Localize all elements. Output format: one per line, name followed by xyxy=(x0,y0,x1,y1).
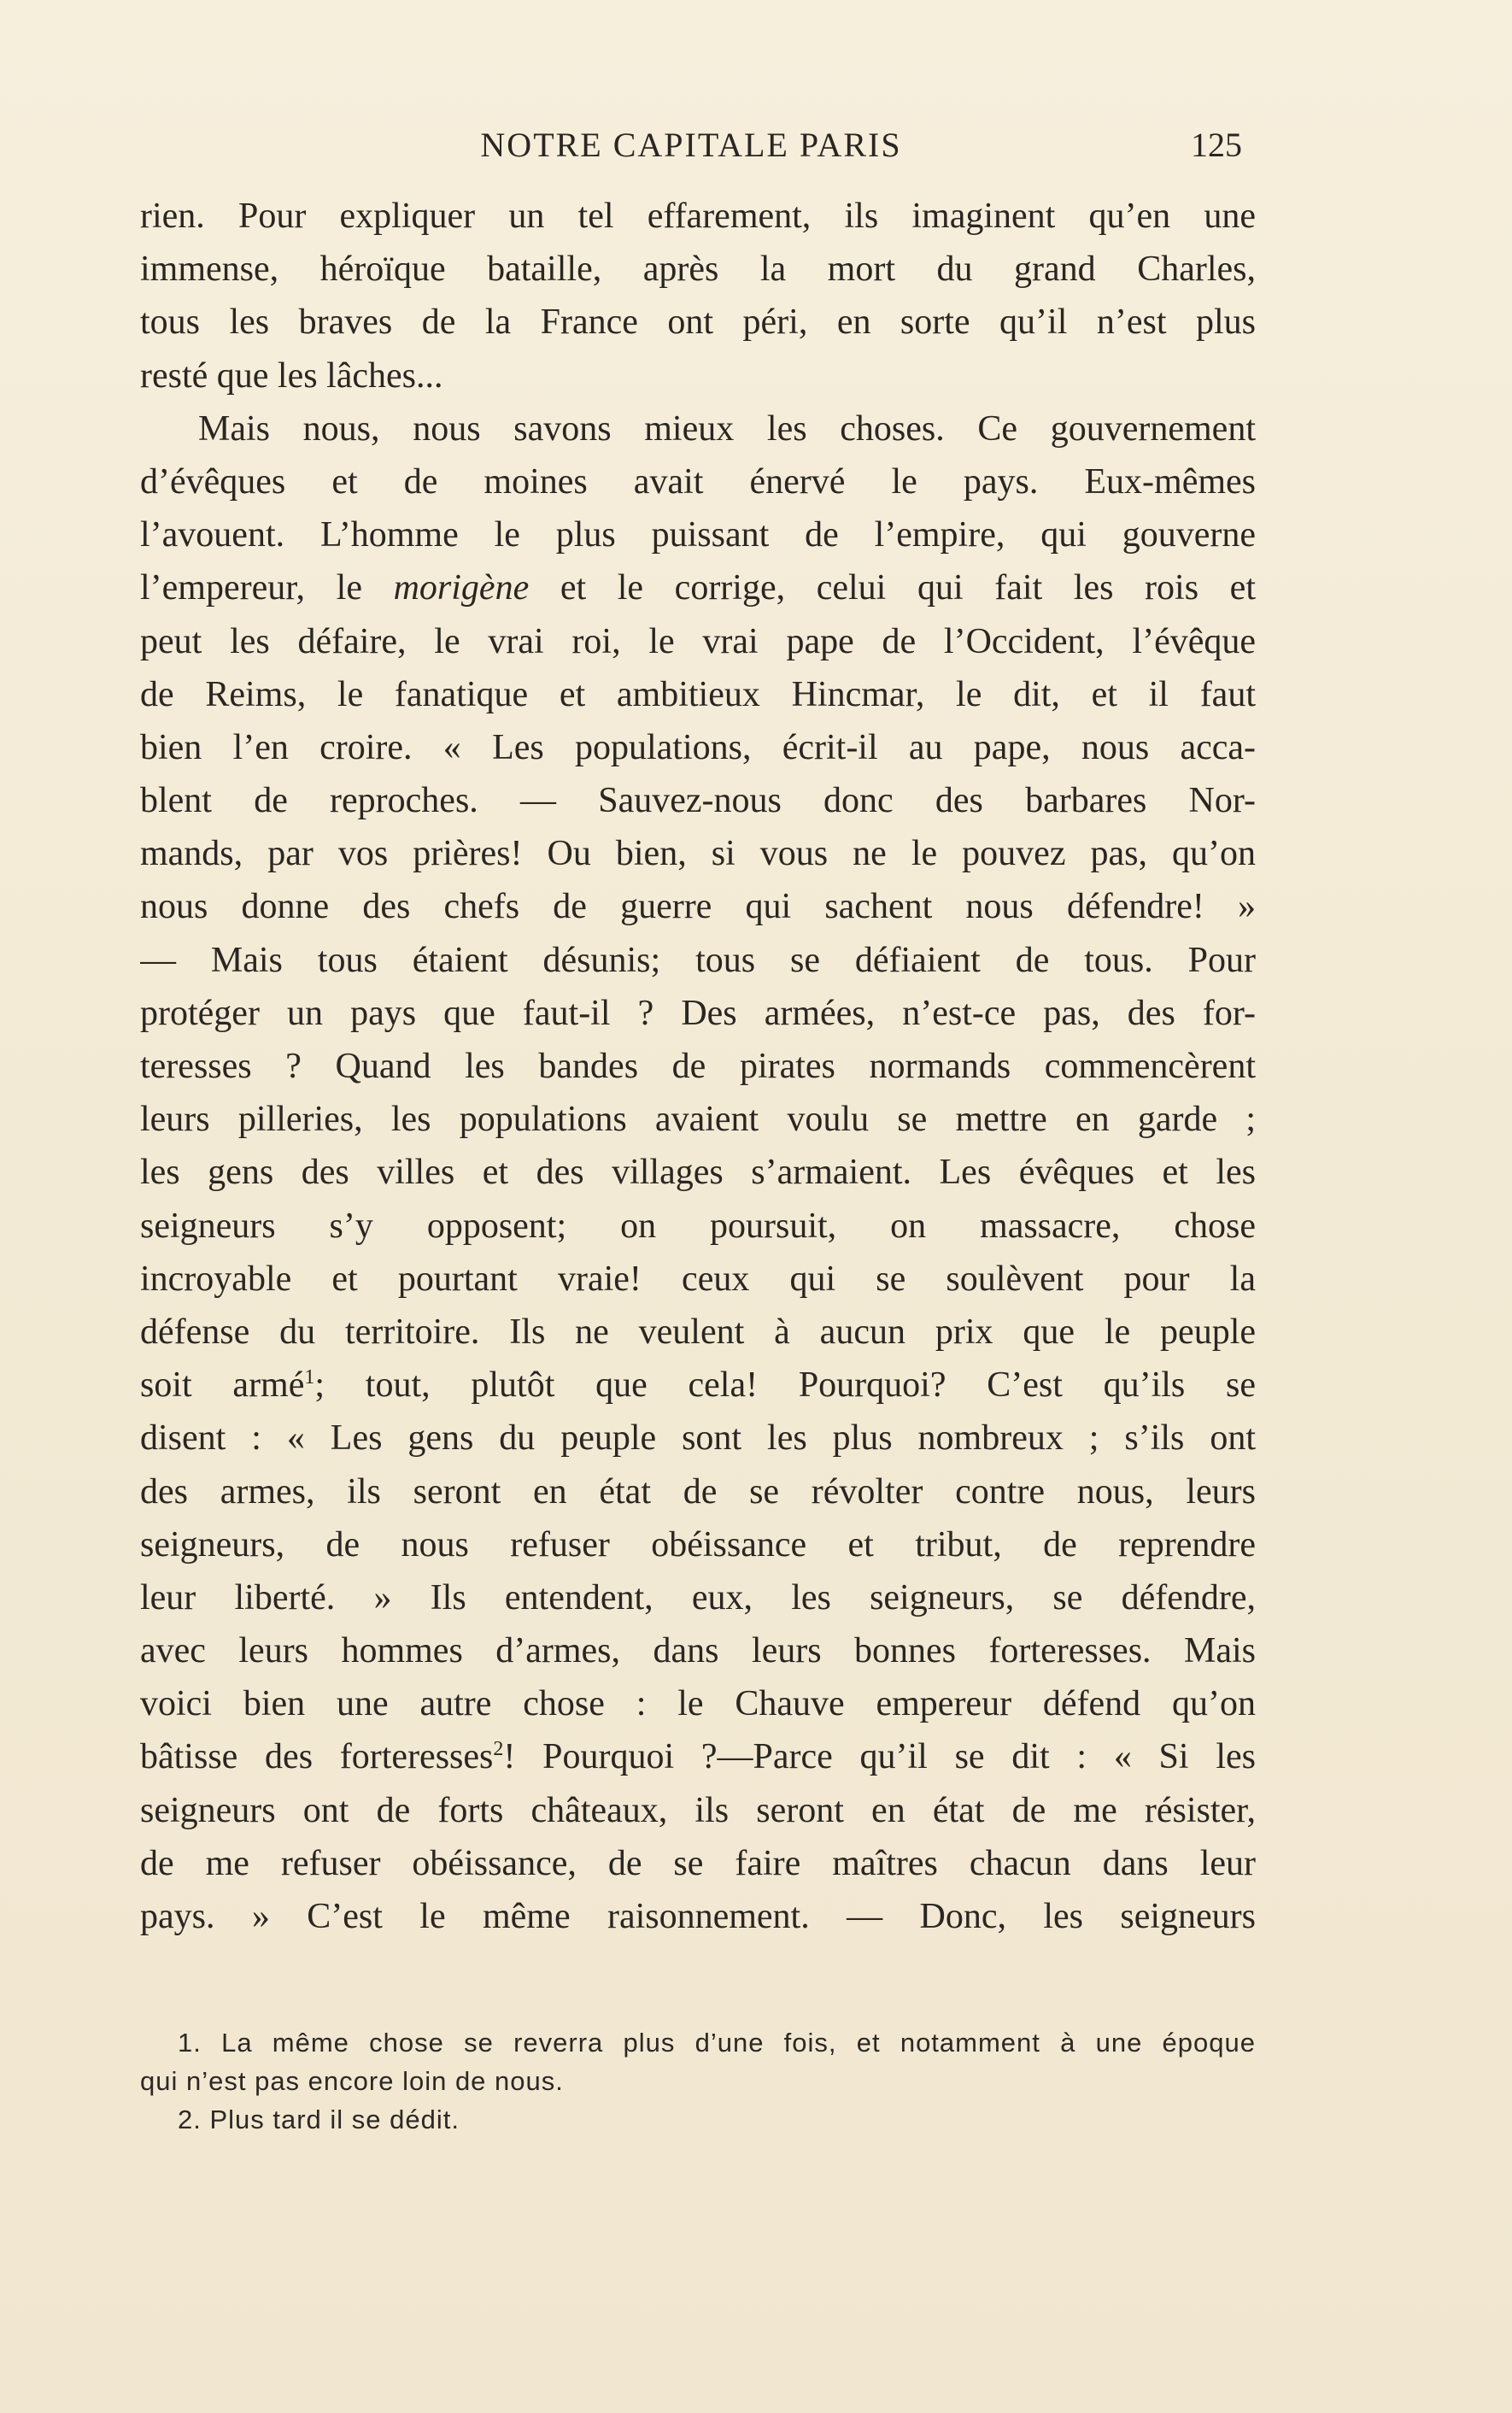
italic-word: morigène xyxy=(393,568,530,608)
text-line: voici bien une autre chose : le Chauve empereur défend qu’on xyxy=(140,1684,1256,1724)
text-line: seigneurs s’y opposent; on poursuit, on massacre, chose xyxy=(140,1206,1256,1246)
footnotes xyxy=(140,2023,1256,2139)
text-line: l’avouent. L’homme le plus puissant de l’empire, qui gouverne xyxy=(140,515,1256,555)
text-line: leur liberté. » Ils entendent, eux, les seigneurs, se défendre, xyxy=(140,1577,1256,1617)
text-line: les gens des villes et des villages s’armaient. Les évêques et les xyxy=(140,1153,1256,1193)
text-line: avec leurs hommes d’armes, dans leurs bonnes forteresses. Mais xyxy=(140,1631,1256,1671)
text-line: défense du territoire. Ils ne veulent à aucun prix que le peuple xyxy=(140,1312,1256,1352)
text-line: — Mais tous étaient désunis; tous se défiaient de tous. Pour xyxy=(140,940,1256,980)
text-line xyxy=(140,561,1256,614)
body-text xyxy=(140,190,1256,1943)
text-line: seigneurs, de nous refuser obéissance et tribut, de reprendre xyxy=(140,1524,1256,1565)
text-line: tous les braves de la France ont péri, en sorte qu’il n’est plus xyxy=(140,302,1256,343)
text-run: bâtisse des forteresses xyxy=(140,1737,494,1777)
text-line: de Reims, le fanatique et ambitieux Hincmar, le dit, et il faut xyxy=(140,674,1256,714)
text-line: protéger un pays que faut-il ? Des armées, n’est-ce pas, des for- xyxy=(140,993,1256,1033)
text-run: soit armé xyxy=(140,1365,305,1406)
text-line: immense, héroïque bataille, après la mort du grand Charles, xyxy=(140,250,1256,290)
text-line: nous donne des chefs de guerre qui sachent nous défendre! » xyxy=(140,887,1256,927)
text-line xyxy=(140,1730,1256,1783)
text-line: rien. Pour expliquer un tel effarement, ils imaginent qu’en une xyxy=(140,197,1256,236)
text-line: leurs pilleries, les populations avaient voulu se mettre en garde ; xyxy=(140,1100,1256,1140)
text-run: ! Pourquoi ?—Parce qu’il se dit : « Si les xyxy=(503,1737,1256,1777)
text-line: teresses ? Quand les bandes de pirates normands commencèrent xyxy=(140,1047,1256,1086)
text-line: peut les défaire, le vrai roi, le vrai pape de l’Occident, l’évêque xyxy=(140,621,1256,661)
page-number: 125 xyxy=(1191,126,1242,164)
footnote-ref-1: 1 xyxy=(304,1366,315,1389)
running-title: NOTRE CAPITALE PARIS xyxy=(480,126,902,164)
footnote-1-continued: qui n’est pas encore loin de nous. xyxy=(140,2066,564,2096)
footnote-ref-2: 2 xyxy=(493,1738,504,1761)
text-run: et le corrige, celui qui fait les rois et xyxy=(529,568,1256,608)
text-line: bien l’en croire. « Les populations, écrit-il au pape, nous acca- xyxy=(140,727,1256,767)
text-line: des armes, ils seront en état de se révolter contre nous, leurs xyxy=(140,1471,1256,1512)
text-run: ; tout, plutôt que cela! Pourquoi? C’est qu’ils se xyxy=(314,1365,1256,1406)
text-line: d’évêques et de moines avait énervé le pays. Eux-mêmes xyxy=(140,461,1256,502)
paragraph-start-line: Mais nous, nous savons mieux les choses. Ce gouvernement xyxy=(198,408,1256,449)
text-line: seigneurs ont de forts châteaux, ils seront en état de me résister, xyxy=(140,1790,1256,1830)
text-line: pays. » C’est le même raisonnement. — Donc, les seigneurs xyxy=(140,1897,1256,1936)
text-line: incroyable et pourtant vraie! ceux qui se soulèvent pour la xyxy=(140,1259,1256,1299)
text-line: blent de reproches. — Sauvez-nous donc des barbares Nor- xyxy=(140,781,1256,821)
text-line: mands, par vos prières! Ou bien, si vous ne le pouvez pas, qu’on xyxy=(140,834,1256,874)
text-run: l’empereur, le xyxy=(140,568,394,608)
text-line: de me refuser obéissance, de se faire maîtres chacun dans leur xyxy=(140,1843,1256,1883)
footnote-2: 2. Plus tard il se dédit. xyxy=(178,2105,460,2134)
footnote-1: 1. La même chose se reverra plus d’une fois, et notamment à une époque xyxy=(178,2028,1256,2058)
text-line xyxy=(140,1359,1256,1412)
text-line: resté que les lâches... xyxy=(140,355,443,396)
text-line: disent : « Les gens du peuple sont les plus nombreux ; s’ils ont xyxy=(140,1418,1256,1459)
running-head xyxy=(140,120,1242,171)
